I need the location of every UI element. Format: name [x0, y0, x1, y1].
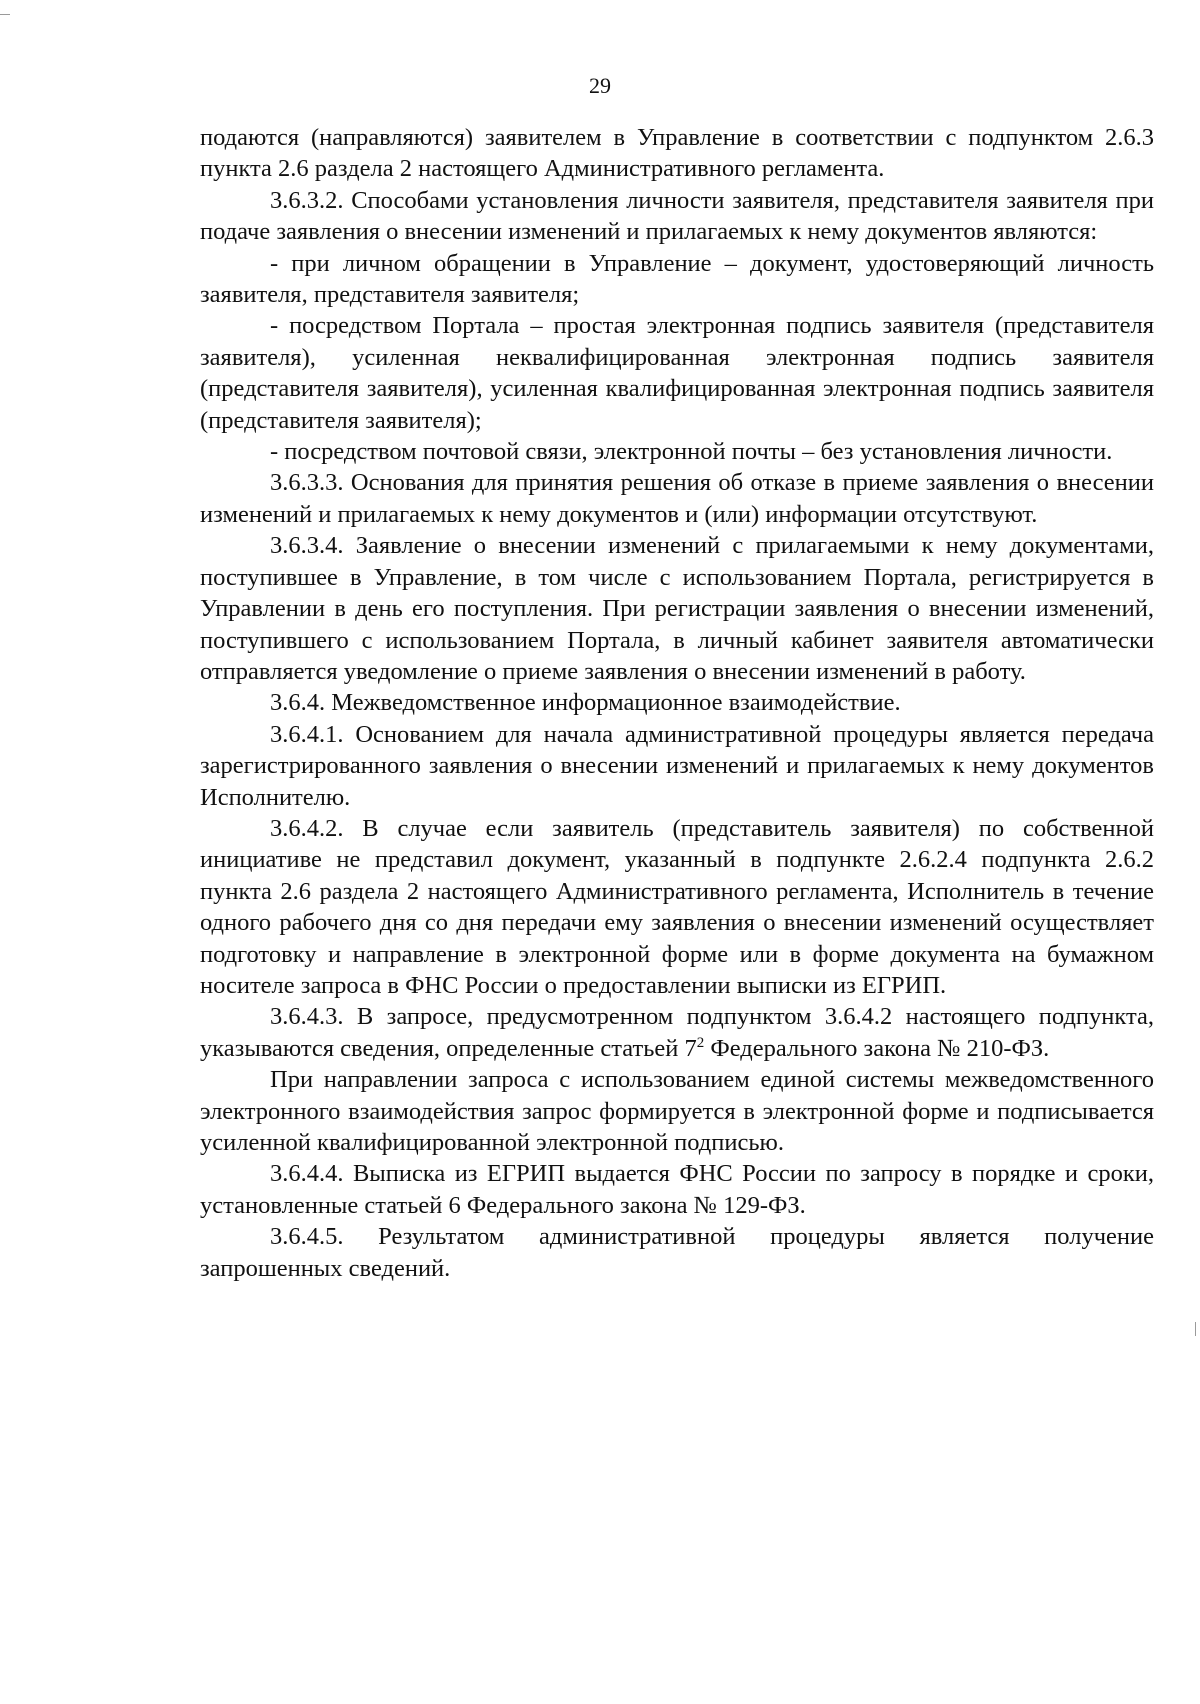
scan-mark — [1195, 1322, 1196, 1336]
page-number: 29 — [589, 73, 611, 98]
list-item-personal-visit: - при личном обращении в Управление – документ, удостоверяющий личность заявителя, представителя заявителя; — [200, 249, 1154, 309]
paragraph-continuation: подаются (направляются) заявителем в Управление в соответствии с подпунктом 2.6.3 пункта 2.6 раздела 2 настоящего Административного регламента. — [200, 124, 1154, 183]
paragraph-3-6-3-3: 3.6.3.3. Основания для принятия решения об отказе в приеме заявления о внесении изменений и прилагаемых к нему документов и (или) информации отсутствуют. — [200, 469, 1154, 528]
paragraph-request-signing: При направлении запроса с использованием единой системы межведомственного электронного взаимодействия запрос формируется в электронной форме и подписывается усиленной квалифицированной электронной подписью. — [200, 1066, 1154, 1156]
document-body — [200, 122, 1154, 1284]
list-item-mail: - посредством почтовой связи, электронной почты – без установления личности. — [270, 438, 1113, 466]
paragraph-3-6-4-3 — [200, 1001, 1154, 1064]
paragraph-3-6-3-2: 3.6.3.2. Способами установления личности заявителя, представителя заявителя при подаче заявления о внесении изменений и прилагаемых к нему документов являются: — [200, 186, 1154, 246]
scan-mark — [0, 14, 10, 15]
paragraph-3-6-4-5: 3.6.4.5. Результатом административной процедуры является получение запрошенных сведений. — [200, 1223, 1154, 1282]
paragraph-3-6-3-4: 3.6.3.4. Заявление о внесении изменений с прилагаемыми к нему документами, поступившее в Управление, в том числе с использованием Портала, регистрируется в Управлении в день его поступления. При регистрации заявления о внесении изменений, поступившего с использованием Портала, в личный кабинет заявителя автоматически отправляется уведомление о приеме заявления о внесении изменений в работу. — [200, 532, 1154, 685]
paragraph-3-6-4: 3.6.4. Межведомственное информационное взаимодействие. — [270, 689, 901, 717]
paragraph-3-6-4-3-tail: Федерального закона № 210-ФЗ. — [704, 1034, 1050, 1062]
paragraph-3-6-4-4: 3.6.4.4. Выписка из ЕГРИП выдается ФНС России по запросу в порядке и сроки, установленные статьей 6 Федерального закона № 129-ФЗ. — [200, 1160, 1154, 1219]
list-item-portal: - посредством Портала – простая электронная подпись заявителя (представителя заявителя), усиленная неквалифицированная электронная подпись заявителя (представителя заявителя), усиленная квалифицированная электронная подпись заявителя (представителя заявителя); — [200, 312, 1154, 434]
paragraph-3-6-4-1: 3.6.4.1. Основанием для начала административной процедуры является передача зарегистрированного заявления о внесении изменений и прилагаемых к нему документов Исполнителю. — [200, 720, 1154, 811]
paragraph-3-6-4-3-text: 3.6.4.3. В запросе, предусмотренном подпунктом 3.6.4.2 настоящего подпункта, указываются сведения, определенные статьей 7 — [200, 1003, 1154, 1062]
article-superscript: 2 — [696, 1034, 705, 1051]
paragraph-3-6-4-2: 3.6.4.2. В случае если заявитель (представитель заявителя) по собственной инициативе не представил документ, указанный в подпункте 2.6.2.4 подпункта 2.6.2 пункта 2.6 раздела 2 настоящего Административного регламента, Исполнитель в течение одного рабочего дня со дня передачи ему заявления о внесении изменений осуществляет подготовку и направление в электронной форме или в форме документа на бумажном носителе запроса в ФНС России о предоставлении выписки из ЕГРИП. — [200, 814, 1154, 999]
